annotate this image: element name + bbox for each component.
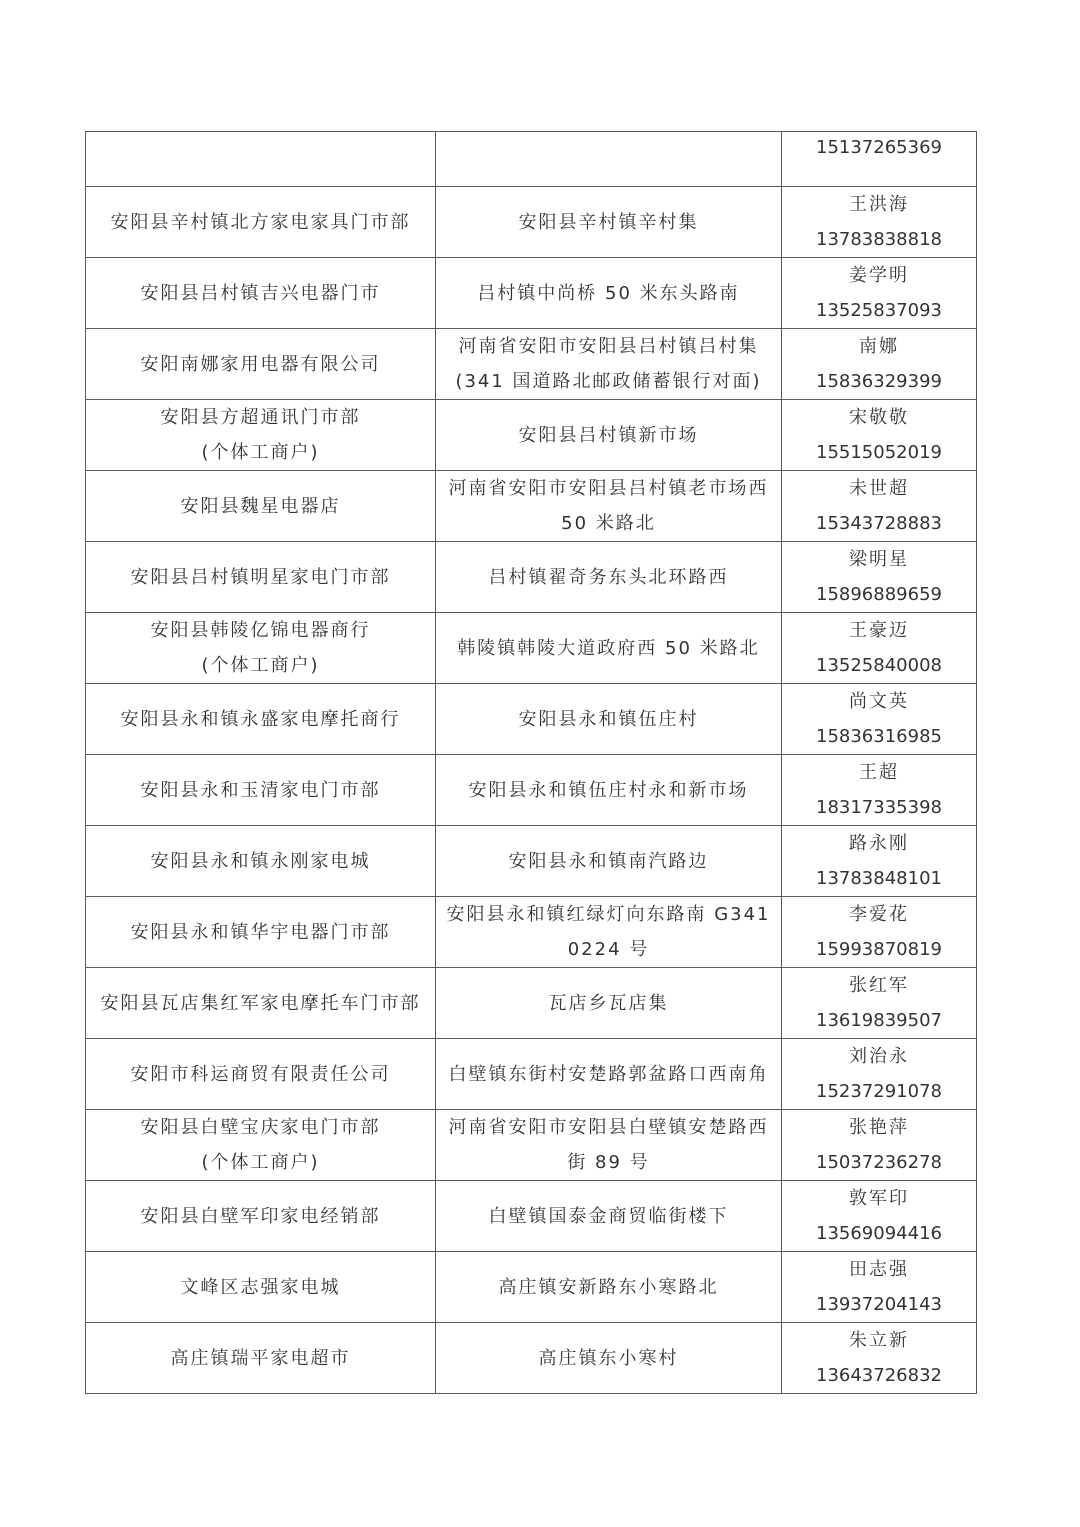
contact-phone: 15515052019	[816, 442, 942, 463]
contact-name: 王豪迈	[849, 620, 909, 641]
store-name-line: 安阳县永和镇华宇电器门市部	[130, 921, 391, 943]
contact-cell	[782, 258, 977, 329]
store-name-line: 安阳县瓦店集红军家电摩托车门市部	[100, 992, 421, 1014]
store-cell	[86, 132, 436, 187]
contact-cell	[782, 968, 977, 1039]
contact-name: 宋敬敬	[849, 407, 909, 428]
address-cell	[436, 968, 782, 1039]
address-cell	[436, 542, 782, 613]
store-cell	[86, 329, 436, 400]
address-cell	[436, 755, 782, 826]
store-name-line: 安阳县永和玉清家电门市部	[140, 779, 381, 801]
table-row	[86, 187, 977, 258]
store-name-line: (个体工商户)	[201, 1152, 320, 1173]
contact-phone: 13937204143	[816, 1294, 942, 1315]
table-row	[86, 1323, 977, 1394]
address-line: 安阳县永和镇红绿灯向东路南 G341	[446, 904, 771, 925]
store-cell	[86, 1323, 436, 1394]
address-cell	[436, 258, 782, 329]
store-name-line: 安阳县吕村镇吉兴电器门市	[140, 282, 381, 304]
store-cell	[86, 826, 436, 897]
table-row	[86, 1039, 977, 1110]
address-line: (341 国道路北邮政储蓄银行对面)	[455, 371, 762, 392]
contact-cell	[782, 542, 977, 613]
contact-phone: 15037236278	[816, 1152, 942, 1173]
address-line: 高庄镇东小寒村	[538, 1347, 679, 1369]
store-cell	[86, 613, 436, 684]
store-name-line: 高庄镇瑞平家电超市	[170, 1347, 351, 1369]
contact-phone: 13783848101	[816, 868, 942, 889]
contact-cell	[782, 1323, 977, 1394]
contact-name: 张艳萍	[849, 1117, 909, 1138]
address-line: 高庄镇安新路东小寒路北	[498, 1276, 719, 1298]
address-line: 河南省安阳市安阳县白壁镇安楚路西	[448, 1117, 769, 1138]
table-row	[86, 755, 977, 826]
store-name-line: 文峰区志强家电城	[180, 1276, 341, 1298]
contact-phone: 13525840008	[816, 655, 942, 676]
contact-phone: 15137265369	[816, 137, 942, 158]
contact-cell	[782, 132, 977, 187]
address-line: 吕村镇翟奇务东头北环路西	[488, 566, 729, 588]
store-cell	[86, 684, 436, 755]
address-cell	[436, 1039, 782, 1110]
store-name-line: 安阳县永和镇永刚家电城	[150, 850, 371, 872]
store-cell	[86, 187, 436, 258]
address-line: 安阳县吕村镇新市场	[518, 424, 699, 446]
store-name-line: 安阳县辛村镇北方家电家具门市部	[110, 211, 411, 233]
contact-cell	[782, 1252, 977, 1323]
address-cell	[436, 1252, 782, 1323]
contact-cell	[782, 329, 977, 400]
address-cell	[436, 1110, 782, 1181]
store-cell	[86, 1181, 436, 1252]
store-name-line: 安阳县吕村镇明星家电门市部	[130, 566, 391, 588]
store-cell	[86, 968, 436, 1039]
store-cell	[86, 542, 436, 613]
table-row	[86, 684, 977, 755]
store-name-line: 安阳县永和镇永盛家电摩托商行	[120, 708, 401, 730]
contact-name: 南娜	[859, 336, 899, 357]
contact-cell	[782, 1110, 977, 1181]
store-name-line: 安阳县魏星电器店	[180, 495, 341, 517]
contact-cell	[782, 755, 977, 826]
contact-cell	[782, 826, 977, 897]
table-row	[86, 258, 977, 329]
contact-cell	[782, 897, 977, 968]
address-cell	[436, 613, 782, 684]
table-row	[86, 471, 977, 542]
table-row	[86, 897, 977, 968]
table-row	[86, 968, 977, 1039]
contact-phone: 15836316985	[816, 726, 942, 747]
contact-phone: 15343728883	[816, 513, 942, 534]
contact-phone: 13643726832	[816, 1365, 942, 1386]
contact-cell	[782, 187, 977, 258]
store-name-line: 安阳县白壁宝庆家电门市部	[140, 1117, 381, 1138]
store-cell	[86, 471, 436, 542]
address-cell	[436, 400, 782, 471]
dealer-table-body	[86, 132, 977, 1394]
contact-name: 路永刚	[849, 833, 909, 854]
address-cell	[436, 684, 782, 755]
store-cell	[86, 897, 436, 968]
table-row	[86, 1110, 977, 1181]
table-row	[86, 329, 977, 400]
store-name-line: 安阳市科运商贸有限责任公司	[130, 1063, 391, 1085]
address-line: 50 米路北	[561, 513, 656, 534]
contact-cell	[782, 1181, 977, 1252]
address-cell	[436, 329, 782, 400]
address-cell	[436, 132, 782, 187]
contact-phone: 15237291078	[816, 1081, 942, 1102]
contact-name: 王超	[859, 762, 899, 783]
contact-name: 未世超	[849, 478, 909, 499]
contact-name: 李爱花	[849, 904, 909, 925]
contact-name: 田志强	[849, 1259, 909, 1280]
contact-cell	[782, 400, 977, 471]
table-row	[86, 613, 977, 684]
contact-cell	[782, 1039, 977, 1110]
store-cell	[86, 258, 436, 329]
contact-phone: 13619839507	[816, 1010, 942, 1031]
address-cell	[436, 826, 782, 897]
store-cell	[86, 1039, 436, 1110]
table-row	[86, 826, 977, 897]
store-name-line: 安阳县韩陵亿锦电器商行	[150, 620, 371, 641]
contact-phone: 13525837093	[816, 300, 942, 321]
address-line: 河南省安阳市安阳县吕村镇吕村集	[458, 336, 759, 357]
contact-phone: 15836329399	[816, 371, 942, 392]
contact-name: 朱立新	[849, 1330, 909, 1351]
contact-phone: 13569094416	[816, 1223, 942, 1244]
store-name-line: (个体工商户)	[201, 655, 320, 676]
contact-name: 敦军印	[849, 1188, 909, 1209]
address-cell	[436, 471, 782, 542]
dealer-table	[85, 131, 977, 1394]
contact-name: 张红军	[849, 975, 909, 996]
address-line: 街 89 号	[567, 1152, 650, 1173]
address-line: 0224 号	[567, 939, 650, 960]
address-line: 白壁镇国泰金商贸临街楼下	[488, 1205, 729, 1227]
store-name-line: 安阳县白壁军印家电经销部	[140, 1205, 381, 1227]
address-cell	[436, 1323, 782, 1394]
store-name-line: 安阳县方超通讯门市部	[160, 407, 361, 428]
address-line: 吕村镇中尚桥 50 米东头路南	[477, 282, 740, 304]
contact-phone: 15896889659	[816, 584, 942, 605]
contact-name: 王洪海	[849, 194, 909, 215]
address-line: 安阳县永和镇南汽路边	[508, 850, 709, 872]
address-line: 韩陵镇韩陵大道政府西 50 米路北	[457, 637, 760, 659]
contact-name: 尚文英	[849, 691, 909, 712]
address-cell	[436, 1181, 782, 1252]
store-cell	[86, 1110, 436, 1181]
contact-phone: 15993870819	[816, 939, 942, 960]
address-line: 河南省安阳市安阳县吕村镇老市场西	[448, 478, 769, 499]
store-name-line: 安阳南娜家用电器有限公司	[140, 353, 381, 375]
table-row	[86, 1181, 977, 1252]
store-cell	[86, 400, 436, 471]
address-line: 安阳县永和镇伍庄村	[518, 708, 699, 730]
contact-cell	[782, 613, 977, 684]
address-cell	[436, 897, 782, 968]
contact-cell	[782, 471, 977, 542]
contact-name: 刘治永	[849, 1046, 909, 1067]
store-name-line: (个体工商户)	[201, 442, 320, 463]
table-row	[86, 542, 977, 613]
contact-phone: 13783838818	[816, 229, 942, 250]
contact-phone: 18317335398	[816, 797, 942, 818]
table-row	[86, 132, 977, 187]
contact-name: 梁明星	[849, 549, 909, 570]
contact-cell	[782, 684, 977, 755]
address-line: 安阳县辛村镇辛村集	[518, 211, 699, 233]
address-cell	[436, 187, 782, 258]
table-row	[86, 400, 977, 471]
address-line: 瓦店乡瓦店集	[548, 992, 669, 1014]
address-line: 白壁镇东街村安楚路郭盆路口西南角	[448, 1063, 769, 1085]
store-cell	[86, 1252, 436, 1323]
table-row	[86, 1252, 977, 1323]
address-line: 安阳县永和镇伍庄村永和新市场	[468, 779, 749, 801]
store-cell	[86, 755, 436, 826]
contact-name: 姜学明	[849, 265, 909, 286]
